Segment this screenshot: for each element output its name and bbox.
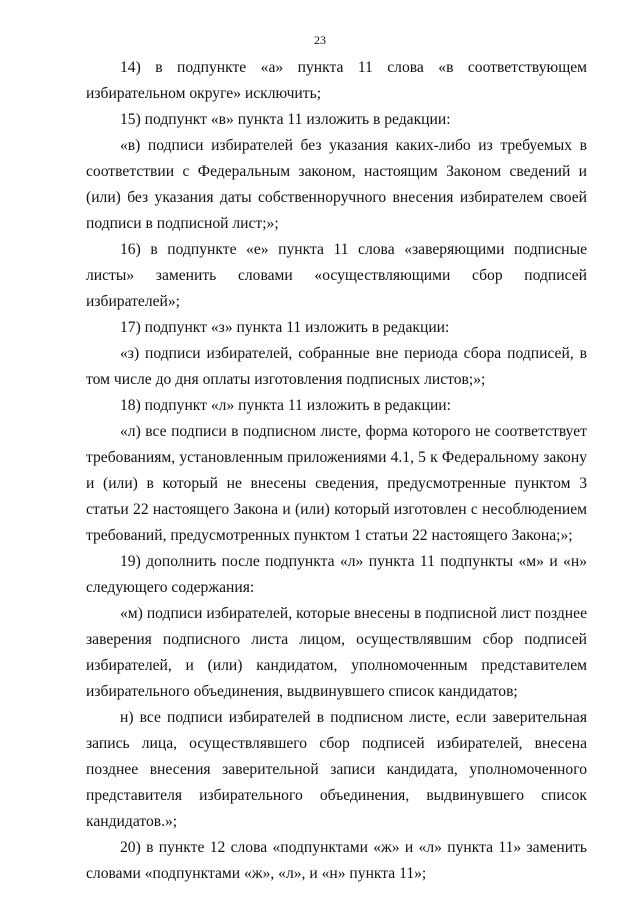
paragraph-subitem-n: н) все подписи избирателей в подписном листе, если заверительная запись лица, осуществлявшего сбор подписей избирателей, внесена позднее внесения заверительной записи кандидата, уполномоченного представителя избирательного объединения, выдвинувшего список кандидатов.»; <box>86 709 587 830</box>
paragraph-item-19: 19) дополнить после подпункта «л» пункта 11 подпункты «м» и «н» следующего содержания: <box>86 553 587 596</box>
paragraph-subitem-l: «л) все подписи в подписном листе, форма которого не соответствует требованиям, установленным приложениями 4.1, 5 к Федеральному закону и (или) в который не внесены сведения, предусмотренные пунктом 3 статьи 22 настоящего Закона и (или) который изготовлен с несоблюдением требований, предусмотренных пунктом 1 статьи 22 настоящего Закона;»; <box>86 423 587 544</box>
paragraph-item-15: 15) подпункт «в» пункта 11 изложить в редакции: <box>120 111 451 128</box>
paragraph-subitem-z: «з) подписи избирателей, собранные вне периода сбора подписей, в том числе до дня оплаты изготовления подписных листов;»; <box>86 345 587 388</box>
paragraph-item-18: 18) подпункт «л» пункта 11 изложить в редакции: <box>120 397 451 414</box>
paragraph-item-20: 20) в пункте 12 слова «подпунктами «ж» и «л» пункта 11» заменить словами «подпунктами «ж», «л», и «н» пункта 11»; <box>86 839 587 882</box>
document-body <box>86 55 587 887</box>
page-number: 23 <box>314 33 326 47</box>
paragraph-subitem-m: «м) подписи избирателей, которые внесены в подписной лист позднее заверения подписного листа лицом, осуществлявшим сбор подписей избирателей, и (или) кандидатом, уполномоченным представителем избирательного объединения, выдвинувшего список кандидатов; <box>86 605 587 700</box>
paragraph-item-17: 17) подпункт «з» пункта 11 изложить в редакции: <box>120 319 450 336</box>
paragraph-subitem-v: «в) подписи избирателей без указания каких-либо из требуемых в соответствии с Федеральным законом, настоящим Законом сведений и (или) без указания даты собственноручного внесения избирателем своей подписи в подписной лист;»; <box>86 137 587 232</box>
paragraph-item-14: 14) в подпункте «а» пункта 11 слова «в соответствующем избирательном округе» исключить; <box>86 59 587 102</box>
paragraph-item-16: 16) в подпункте «е» пункта 11 слова «заверяющими подписные листы» заменить словами «осуществляющими сбор подписей избирателей»; <box>86 241 587 310</box>
